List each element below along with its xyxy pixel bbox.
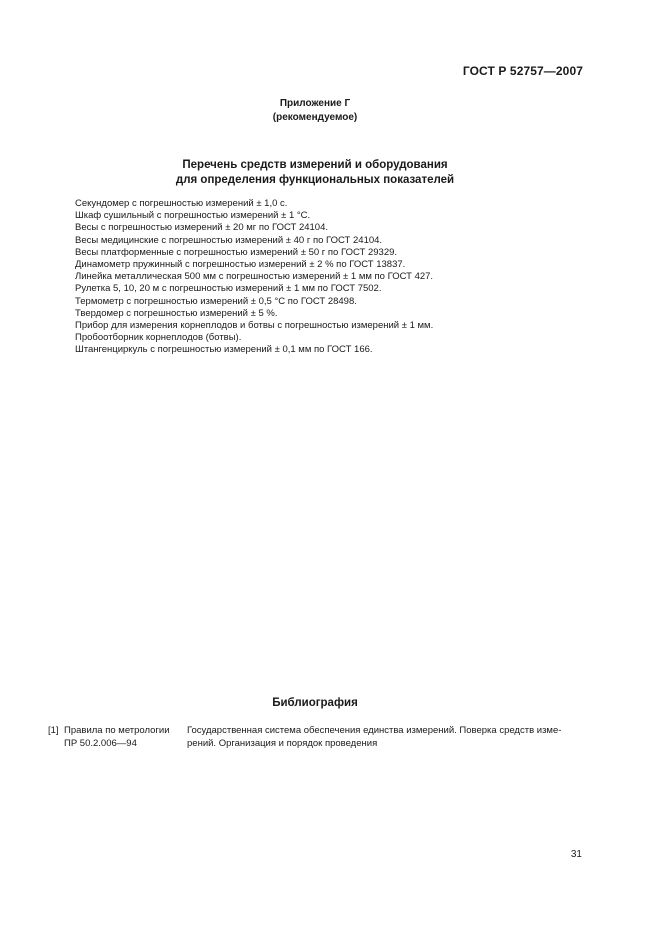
list-item: Шкаф сушильный с погрешностью измерений ± 1 °С. — [75, 210, 311, 222]
reference-description — [187, 725, 587, 750]
appendix-status: (рекомендуемое) — [272, 112, 358, 123]
list-item: Твердомер с погрешностью измерений ± 5 %. — [75, 307, 278, 319]
reference-document-line-1: Правила по метрологии — [64, 725, 170, 736]
main-title-line-2: для определения функциональных показателей — [175, 174, 455, 186]
reference-document-line-2: ПР 50.2.006—94 — [64, 737, 137, 749]
list-item: Динамометр пружинный с погрешностью измерений ± 2 % по ГОСТ 13837. — [75, 259, 406, 271]
appendix-title: Приложение Г — [279, 98, 351, 109]
list-item: Весы медицинские с погрешностью измерений ± 40 г по ГОСТ 24104. — [75, 234, 383, 246]
list-item: Весы платформенные с погрешностью измерений ± 50 г по ГОСТ 29329. — [75, 246, 398, 258]
list-item: Секундомер с погрешностью измерений ± 1,0 с. — [75, 198, 288, 209]
standard-number: ГОСТ Р 52757—2007 — [462, 64, 583, 78]
list-item: Штангенциркуль с погрешностью измерений ± 0,1 мм по ГОСТ 166. — [75, 344, 373, 356]
bibliography-title: Библиография — [272, 697, 358, 709]
main-title-line-1: Перечень средств измерений и оборудования — [182, 159, 448, 171]
list-item: Весы с погрешностью измерений ± 20 мг по ГОСТ 24104. — [75, 222, 329, 234]
reference-document — [64, 725, 170, 750]
list-item: Термометр с погрешностью измерений ± 0,5 °С по ГОСТ 28498. — [75, 295, 357, 307]
main-title — [0, 158, 630, 188]
list-item: Прибор для измерения корнеплодов и ботвы с погрешностью измерений ± 1 мм. — [75, 320, 434, 332]
reference-index: [1] — [48, 725, 59, 736]
page-number: 31 — [570, 849, 582, 860]
list-item: Пробоотборник корнеплодов (ботвы). — [75, 332, 242, 344]
appendix-heading — [0, 97, 630, 125]
instrument-list — [75, 198, 595, 357]
reference-description-line-2: рений. Организация и порядок проведения — [187, 737, 378, 749]
list-item: Рулетка 5, 10, 20 м с погрешностью измерений ± 1 мм по ГОСТ 7502. — [75, 283, 382, 295]
list-item: Линейка металлическая 500 мм с погрешностью измерений ± 1 мм по ГОСТ 427. — [75, 271, 434, 283]
reference-description-line-1: Государственная система обеспечения единства измерений. Поверка средств изме- — [187, 725, 562, 736]
